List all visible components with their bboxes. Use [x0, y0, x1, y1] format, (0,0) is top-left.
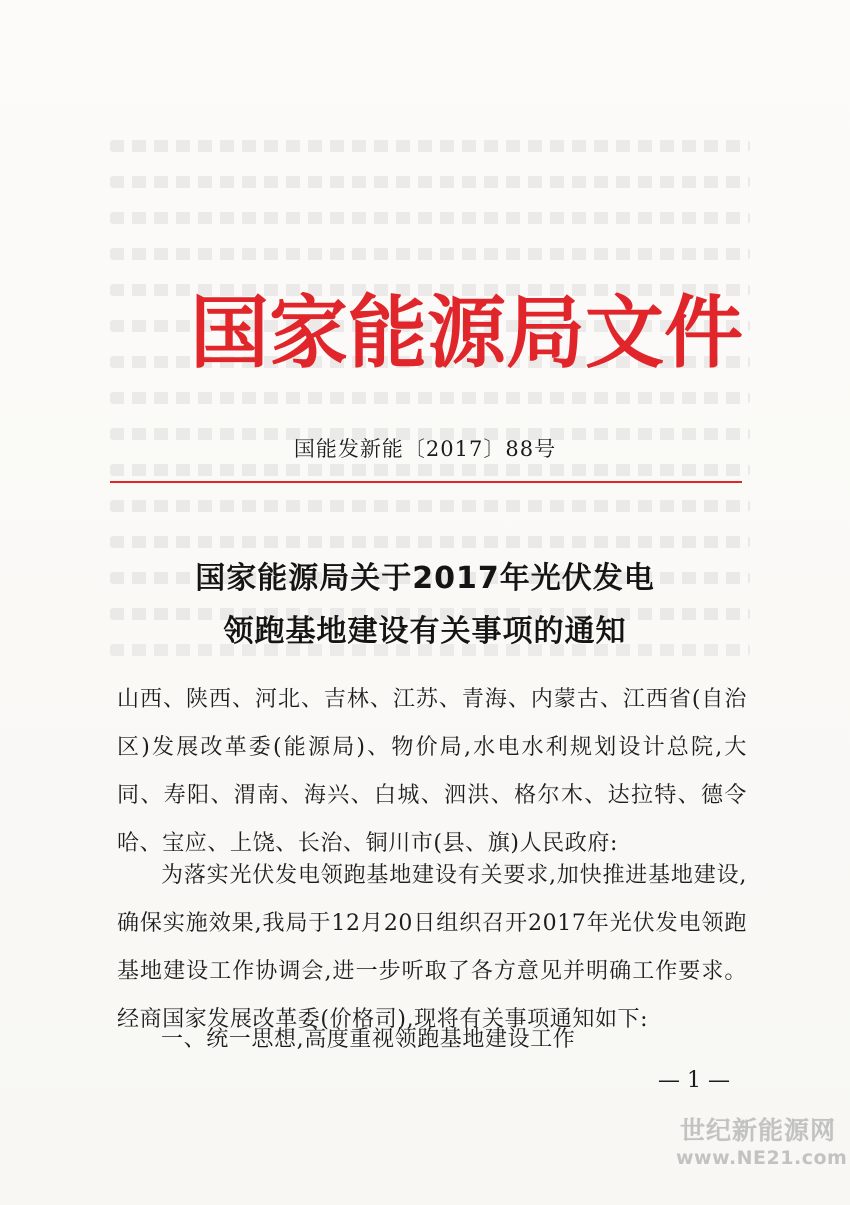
masthead-char: 源 [427, 285, 506, 379]
document-title-line-1: 国家能源局关于2017年光伏发电 [195, 561, 655, 596]
document-title-line-2: 领跑基地建设有关事项的通知 [223, 614, 627, 649]
addressees-paragraph: 山西、陕西、河北、吉林、江苏、青海、内蒙古、江西省(自治区)发展改革委(能源局)、物价局,水电水利规划设计总院,大同、寿阳、渭南、海兴、白城、泗洪、格尔木、达拉特、德令哈、宝应、上饶、长治、铜川市(县、旗)人民政府: [117, 687, 747, 856]
body-paragraph: 为落实光伏发电领跑基地建设有关要求,加快推进基地建设,确保实施效果,我局于12月20日组织召开2017年光伏发电领跑基地建设工作协调会,进一步听取了各方意见并明确工作要求。经商国家发展改革委(价格司),现将有关事项通知如下: [117, 863, 747, 1032]
masthead-char: 局 [506, 285, 585, 379]
masthead-char: 国 [190, 285, 269, 379]
page-number: — 1 — [658, 1068, 730, 1093]
masthead-char: 文 [585, 285, 664, 379]
masthead-char: 件 [664, 285, 743, 379]
red-separator-line [110, 481, 742, 483]
document-masthead [190, 282, 743, 382]
watermark-cn: 世纪新能源网 [679, 1116, 836, 1145]
masthead-char: 家 [269, 285, 348, 379]
watermark-url: www.NE21.com [676, 1147, 848, 1169]
masthead-char: 能 [348, 285, 427, 379]
section-heading: 一、统一思想,高度重视领跑基地建设工作 [161, 1027, 576, 1052]
site-watermark [676, 1111, 848, 1169]
document-number: 国能发新能〔2017〕88号 [293, 437, 557, 461]
